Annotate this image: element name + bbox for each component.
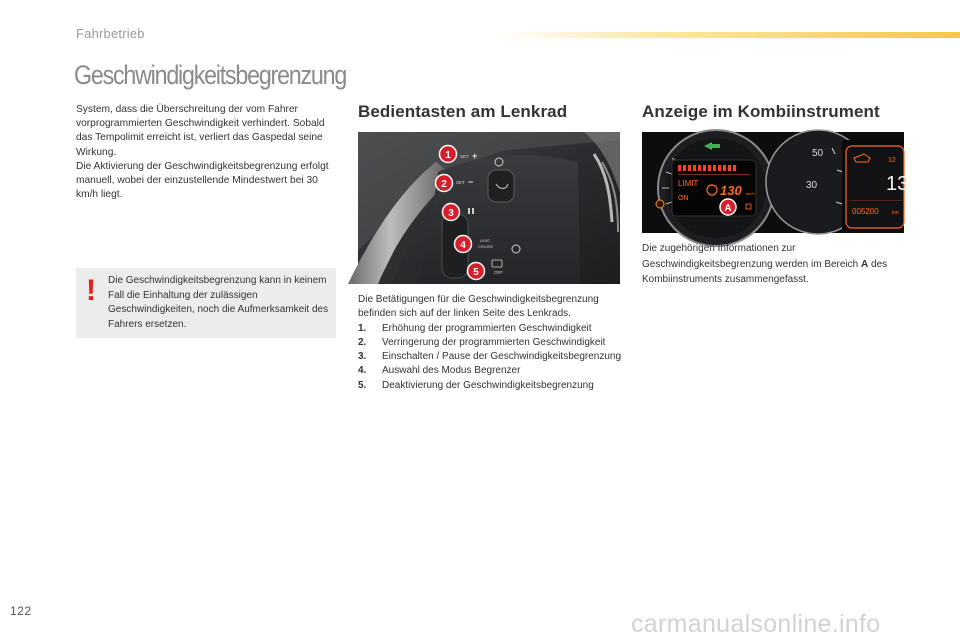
intro-para-2: Die Aktivierung der Geschwindigkeitsbegrenzung erfolgt manuell, wobei der einzustellende Mindestwert bei 30 km/h liegt. [76, 160, 329, 201]
list-number: 2. [358, 336, 367, 348]
controls-list [358, 322, 626, 393]
svg-text:3: 3 [448, 208, 454, 219]
list-item [358, 379, 626, 393]
cluster-description [642, 241, 904, 288]
cluster-limit-label: LIMIT [678, 179, 699, 188]
list-item [358, 350, 626, 364]
list-number: 5. [358, 379, 367, 391]
callout-5 [468, 263, 485, 280]
list-text: Deaktivierung der Geschwindigkeitsbegrenzung [382, 379, 594, 391]
callout-3 [443, 204, 460, 221]
header-rule [495, 32, 960, 38]
instrument-cluster-image [642, 132, 909, 233]
svg-text:−: − [468, 177, 474, 187]
cluster-speed: 130 [720, 183, 742, 198]
controls-description [358, 293, 626, 393]
page-title: Geschwindigkeitsbegrenzung [74, 60, 347, 90]
list-text: Verringerung der programmierten Geschwindigkeit [382, 336, 606, 348]
cluster-odo-unit: km [892, 210, 899, 216]
warning-text: Die Geschwindigkeitsbegrenzung kann in keinem Fall die Einhaltung der zulässigen Geschwindigkeiten, noch die Aufmerksamkeit des Fahrers ersetzen. [108, 275, 329, 330]
list-text: Erhöhung der programmierten Geschwindigkeit [382, 322, 592, 334]
list-item [358, 336, 626, 350]
controls-heading: Bedientasten am Lenkrad [358, 102, 568, 121]
list-item [358, 322, 626, 336]
warning-box [76, 268, 336, 338]
cluster-speed-unit: km/h [746, 191, 755, 196]
steering-wheel-image [358, 132, 620, 284]
cluster-text-before: Die zugehörigen Informationen zur Geschwindigkeitsbegrenzung werden im Bereich [642, 243, 859, 270]
svg-text:5: 5 [473, 267, 479, 278]
svg-text:A: A [724, 203, 732, 214]
list-text: Einschalten / Pause der Geschwindigkeitsbegrenzung [382, 351, 622, 363]
section-label: Fahrbetrieb [76, 26, 145, 41]
cluster-bold-ref: A [861, 258, 869, 270]
list-number: 1. [358, 322, 367, 334]
callout-A [720, 199, 736, 215]
off-label: OFF [494, 270, 503, 275]
callout-1 [440, 146, 457, 163]
set-minus-label: SET [456, 180, 465, 185]
cluster-heading: Anzeige im Kombiinstrument [642, 102, 880, 121]
svg-text:2: 2 [441, 179, 447, 190]
cruise-label: CRUISE [478, 244, 494, 249]
cluster-odometer: 005200 [852, 207, 879, 216]
gauge-tick-30: 30 [806, 180, 818, 191]
callout-2 [436, 175, 453, 192]
cluster-right-digit: 13 [886, 173, 909, 195]
cluster-right-small: 12 [888, 157, 896, 164]
controls-intro: Die Betätigungen für die Geschwindigkeitsbegrenzung befinden sich auf der linken Seite des Lenkrads. [358, 294, 599, 320]
intro-para-1: System, dass die Überschreitung der vom Fahrer vorprogrammierten Geschwindigkeit verhindert. Sobald das Tempolimit erreicht ist, verliert das Gaspedal seine Wirkung. [76, 104, 325, 158]
callout-4 [455, 236, 472, 253]
cluster-text-after: des Kombiinstruments zusammengefasst. [642, 258, 888, 285]
cluster-on-label: ON [678, 195, 689, 202]
warning-icon: ! [86, 274, 96, 307]
page-number: 122 [10, 604, 32, 618]
list-number: 3. [358, 351, 367, 363]
svg-text:4: 4 [460, 240, 466, 251]
svg-text:1: 1 [445, 150, 451, 161]
set-plus-label: SET [460, 154, 469, 159]
watermark: carmanualsonline.info [631, 610, 881, 638]
list-number: 4. [358, 365, 367, 377]
limit-label: LIMIT [480, 238, 491, 243]
list-text: Auswahl des Modus Begrenzer [382, 365, 521, 377]
list-item [358, 364, 626, 378]
gauge-tick-50: 50 [812, 148, 824, 159]
svg-text:+: + [472, 151, 478, 161]
intro-text [76, 103, 338, 202]
